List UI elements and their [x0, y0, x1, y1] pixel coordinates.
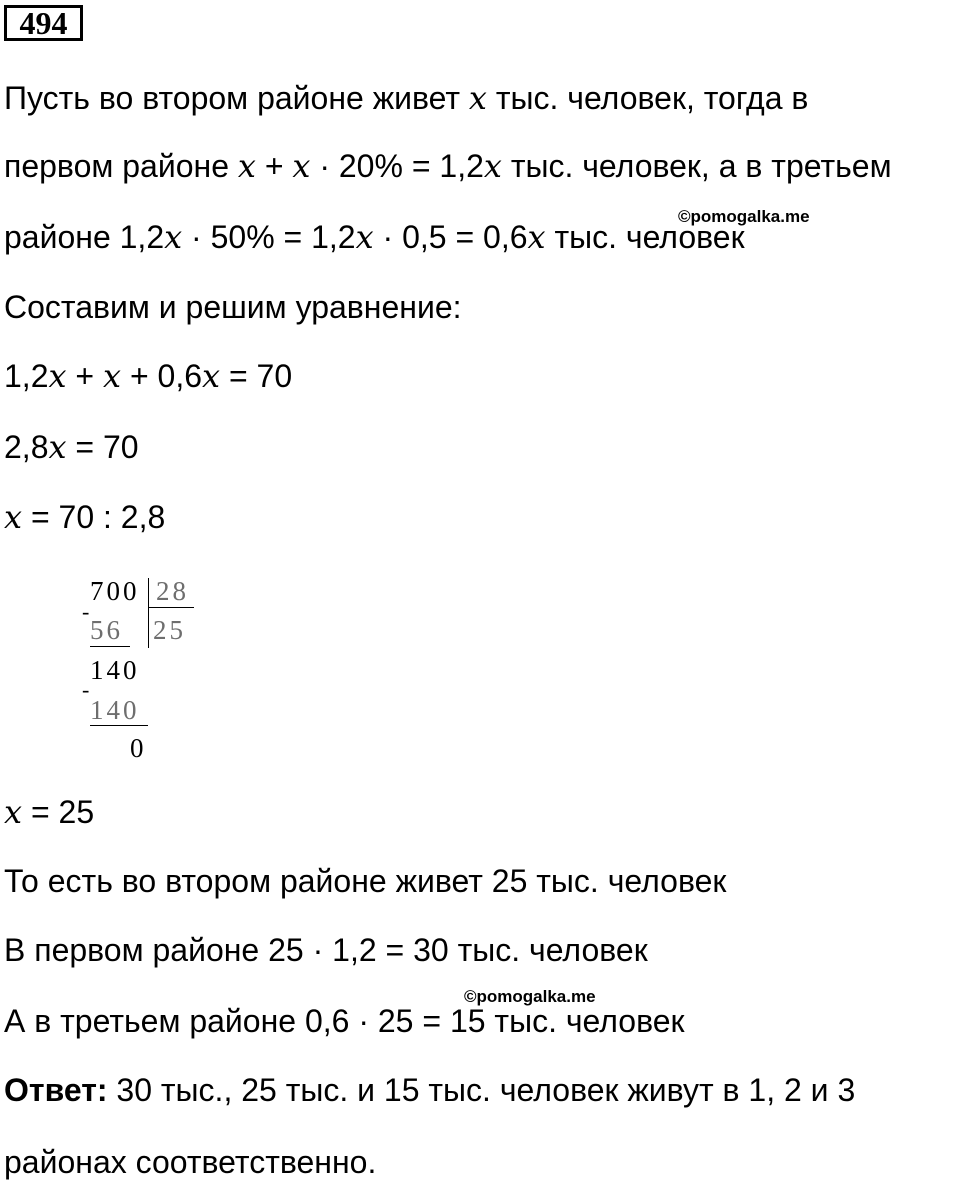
watermark: ©pomogalka.me — [464, 987, 596, 1006]
division-subtrahend-2: 140 — [90, 695, 140, 725]
division-quotient: 25 — [153, 615, 186, 645]
math-variable: x — [483, 147, 502, 185]
text-segment: районах соответственно. — [4, 1144, 377, 1180]
answer-label: Ответ: — [4, 1072, 108, 1108]
division-underline-2 — [90, 725, 148, 726]
text-segment: тыс. человек, а в третьем — [501, 148, 892, 184]
text-line — [4, 78, 808, 118]
math-variable: x — [164, 218, 183, 256]
math-variable: x — [48, 428, 67, 466]
division-minus-sign-1: - — [82, 599, 93, 624]
text-line — [4, 497, 165, 537]
text-segment: + — [66, 358, 103, 394]
text-segment: А в третьем районе 0,6 · 25 = 15 тыс. человек — [4, 1003, 685, 1039]
division-subtrahend-1: 56 — [90, 615, 123, 645]
text-segment: · 50% = 1,2 — [182, 219, 356, 255]
division-underline-1 — [90, 646, 130, 647]
text-segment: 2,8 — [4, 429, 49, 465]
math-variable: x — [48, 357, 67, 395]
math-variable: x — [355, 218, 374, 256]
text-segment: первом районе — [4, 148, 238, 184]
math-variable: x — [468, 79, 487, 117]
division-vertical-bar — [148, 578, 149, 648]
text-line — [4, 1142, 376, 1182]
text-segment: = 25 — [22, 794, 95, 830]
math-variable: x — [103, 357, 122, 395]
text-segment: + 0,6 — [121, 358, 202, 394]
math-variable: x — [527, 218, 546, 256]
math-variable: x — [292, 147, 311, 185]
text-segment: = 70 — [66, 429, 139, 465]
text-segment: Пусть во втором районе живет — [4, 80, 469, 116]
problem-number-badge: 494 — [4, 5, 83, 41]
math-variable: x — [237, 147, 256, 185]
text-segment: тыс. человек — [545, 219, 745, 255]
division-final-remainder: 0 — [130, 733, 147, 763]
math-variable: x — [4, 498, 23, 536]
text-segment: Составим и решим уравнение: — [4, 289, 462, 325]
text-segment: В первом районе 25 · 1,2 = 30 тыс. человек — [4, 932, 648, 968]
watermark: ©pomogalka.me — [678, 207, 810, 226]
text-line — [4, 1070, 855, 1110]
math-variable: x — [202, 357, 221, 395]
text-segment: + — [255, 148, 293, 184]
text-segment: 30 тыс., 25 тыс. и 15 тыс. человек живут в 1, 2 и 3 — [107, 1072, 856, 1108]
division-dividend: 700 — [90, 576, 140, 606]
text-segment: тыс. человек, тогда в — [486, 80, 809, 116]
text-segment: 1,2 — [4, 358, 49, 394]
text-line — [4, 287, 462, 327]
text-segment: = 70 : 2,8 — [22, 499, 166, 535]
text-line — [4, 427, 139, 467]
division-minus-sign-2: - — [82, 677, 93, 702]
text-line — [4, 930, 648, 970]
text-line — [4, 146, 892, 186]
division-remainder-1: 140 — [90, 655, 140, 685]
text-line — [4, 356, 292, 396]
text-line — [4, 792, 94, 832]
text-segment: = 70 — [220, 358, 293, 394]
division-divisor: 28 — [156, 576, 189, 606]
division-divisor-underline — [148, 607, 194, 608]
text-segment: То есть во втором районе живет 25 тыс. человек — [4, 863, 727, 899]
text-segment: районе 1,2 — [4, 219, 165, 255]
text-segment: · 0,5 = 0,6 — [373, 219, 528, 255]
text-line — [4, 1001, 685, 1041]
text-line — [4, 217, 745, 257]
text-line — [4, 861, 726, 901]
text-segment: · 20% = 1,2 — [310, 148, 484, 184]
math-variable: x — [4, 793, 23, 831]
